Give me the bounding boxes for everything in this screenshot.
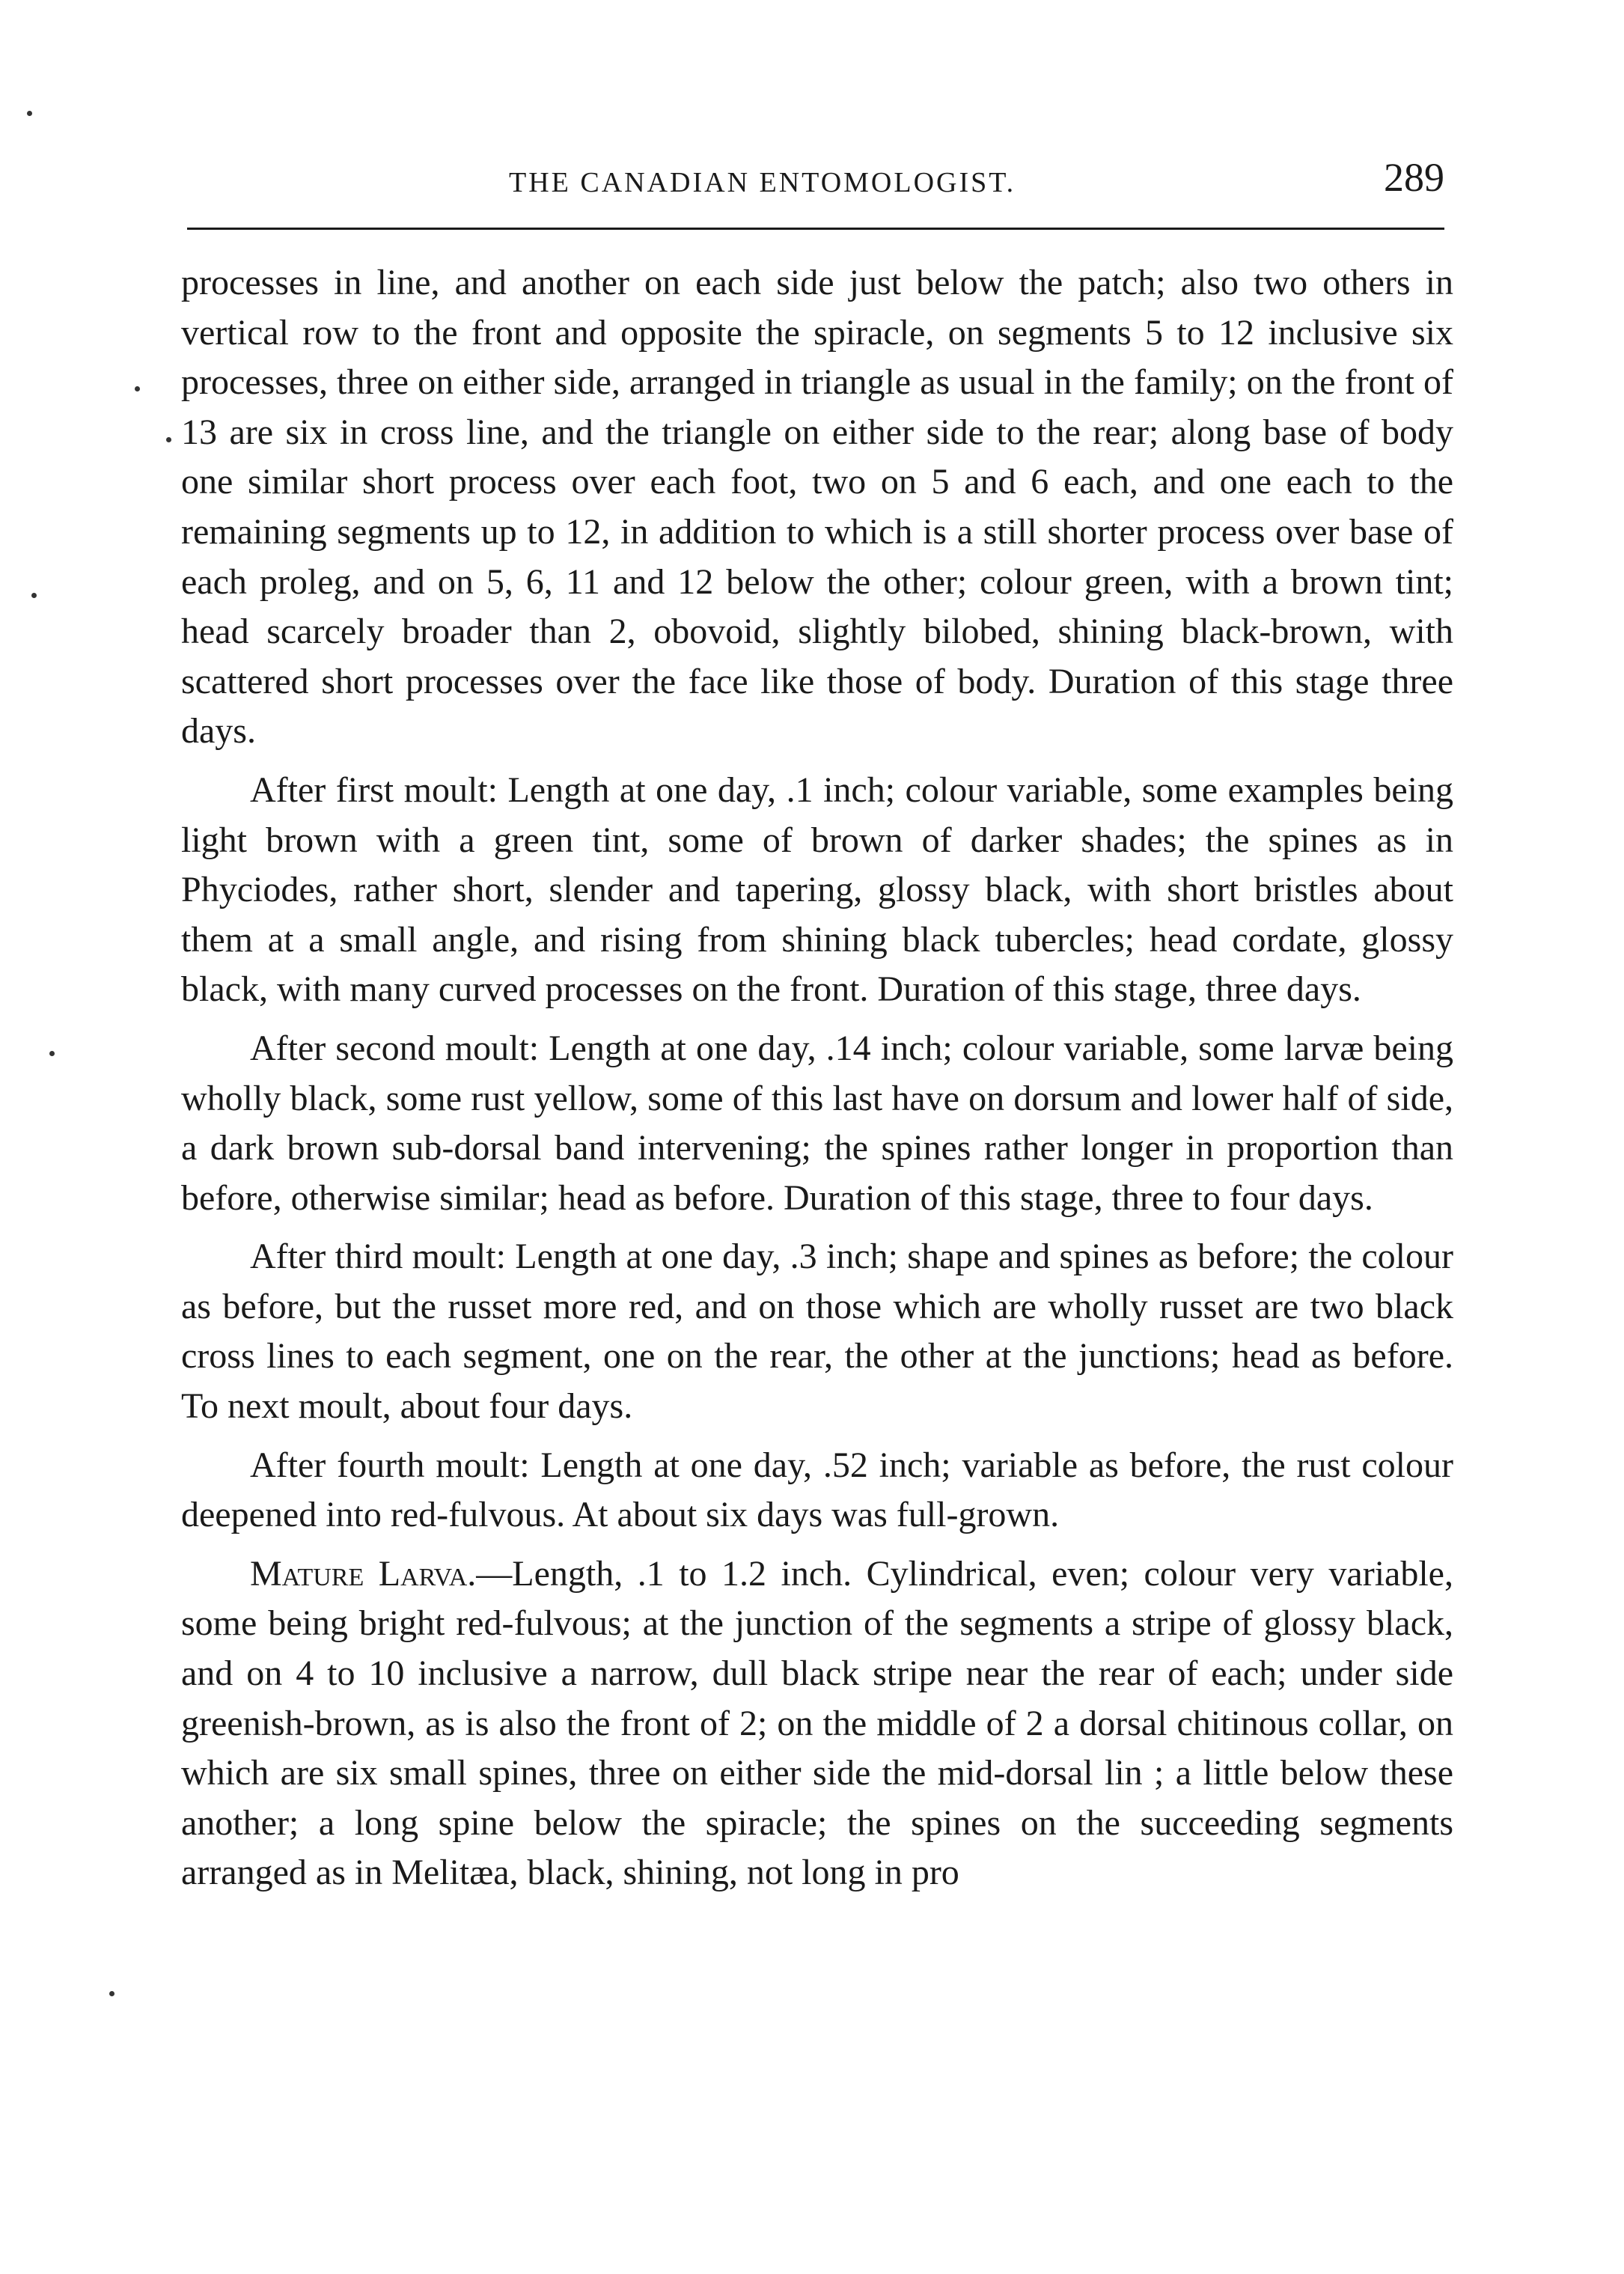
page-number: 289: [1384, 155, 1444, 200]
margin-mark: [31, 593, 37, 598]
margin-mark: [27, 111, 32, 116]
paragraph-mature-larva: [181, 1549, 1453, 1898]
paragraph-second-moult: After second moult: Length at one day, .14 inch; colour variable, some larvæ being wholly black, some rust yellow, some of this last have on dorsum and lower half of side, a dark brown sub-dorsal band intervening; the spines rather longer in proportion than before, otherwise similar; head as before. Duration of this stage, three to four days.: [181, 1028, 1453, 1218]
margin-mark: [135, 386, 140, 391]
section-text: —Length, .1 to 1.2 inch. Cylindrical, even; colour very variable, some being bright red-fulvous; at the junction of the segments a stripe of glossy black, and on 4 to 10 inclusive a narrow, dull black stripe near the rear of each; under side greenish-brown, as is also the front of 2; on the middle of 2 a dorsal chitinous collar, on which are six small spines, three on either side the mid-dorsal lin ; a little below these another; a long spine below the spiracle; the spines on the succeeding segments arranged as in Melitæa, black, shining, not long in pro: [181, 1553, 1453, 1893]
margin-mark: [49, 1051, 55, 1056]
margin-mark: [109, 1991, 115, 1996]
header-rule: [187, 228, 1444, 230]
body-text: [181, 258, 1453, 1907]
margin-mark: [166, 437, 171, 442]
paragraph-fourth-moult: After fourth moult: Length at one day, .52 inch; variable as before, the rust colour deepened into red-fulvous. At about six days was full-grown.: [181, 1445, 1453, 1535]
paragraph-first-moult: After first moult: Length at one day, .1 inch; colour variable, some examples being light brown with a green tint, some of brown of darker shades; the spines as in Phyciodes, rather short, slender and tapering, glossy black, with short bristles about them at a small angle, and rising from shining black tubercles; head cordate, glossy black, with many curved processes on the front. Duration of this stage, three days.: [181, 769, 1453, 1010]
paragraph-continued: processes in line, and another on each side just below the patch; also two others in vertical row to the front and opposite the spiracle, on segments 5 to 12 inclusive six processes, three on either side, arranged in triangle as usual in the family; on the front of 13 are six in cross line, and the triangle on either side to the rear; along base of body one similar short process over each foot, two on 5 and 6 each, and one each to the remaining segments up to 12, in addition to which is a still shorter process over base of each proleg, and on 5, 6, 11 and 12 below the other; colour green, with a brown tint; head scarcely broader than 2, obovoid, slightly bilobed, shining black-brown, with scattered short processes over the face like those of body. Duration of this stage three days.: [181, 263, 1453, 752]
paragraph-third-moult: After third moult: Length at one day, .3 inch; shape and spines as before; the colour as before, but the russet more red, and on those which are wholly russet are two black cross lines to each segment, one on the rear, the other at the junctions; head as before. To next moult, about four days.: [181, 1237, 1453, 1427]
section-lead: Mature Larva.: [250, 1553, 477, 1594]
running-title: THE CANADIAN ENTOMOLOGIST.: [509, 167, 1016, 198]
page-header: [187, 150, 1444, 210]
